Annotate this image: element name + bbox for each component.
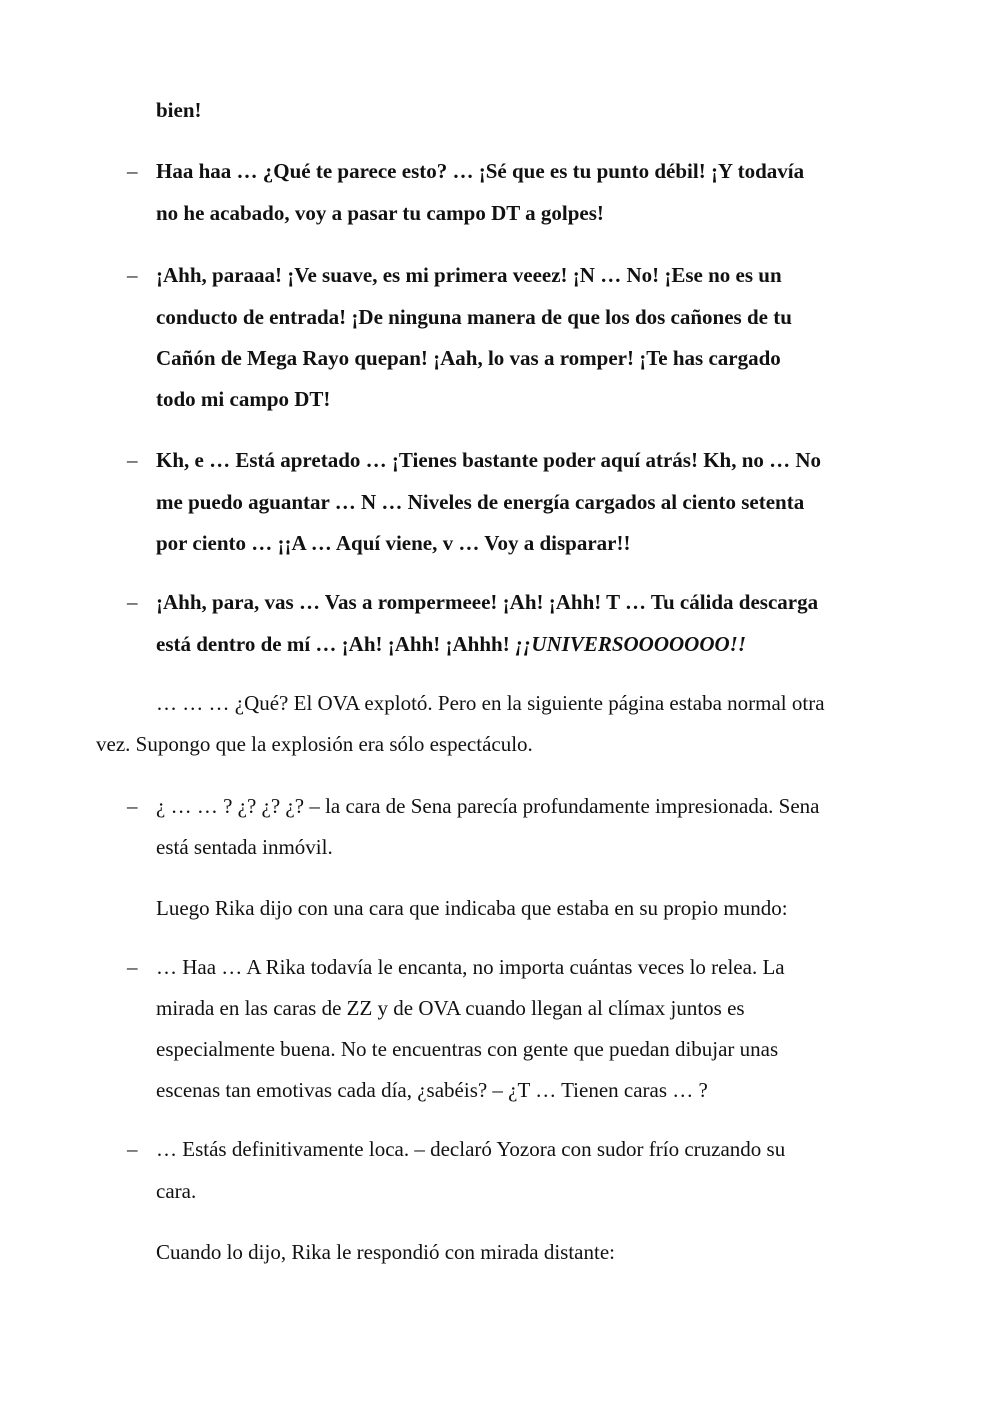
dialogue-dash: –: [127, 590, 138, 614]
dialogue-text: está dentro de mí … ¡Ah! ¡Ahh! ¡Ahhh!: [156, 632, 515, 656]
paragraph-line: vez. Supongo que la explosión era sólo espectáculo.: [96, 732, 533, 756]
paragraph-line: Luego Rika dijo con una cara que indicaba que estaba en su propio mundo:: [156, 896, 788, 920]
paragraph-line: Cuando lo dijo, Rika le respondió con mirada distante:: [156, 1240, 615, 1264]
dialogue-line: especialmente buena. No te encuentras con gente que puedan dibujar unas: [156, 1037, 779, 1061]
dialogue-line: Kh, e … Está apretado … ¡Tienes bastante poder aquí atrás! Kh, no … No: [156, 448, 822, 472]
dialogue-dash: –: [127, 794, 138, 818]
dialogue-line: escenas tan emotivas cada día, ¿sabéis? – ¿T … Tienen caras … ?: [156, 1078, 708, 1102]
dialogue-dash: –: [127, 159, 138, 183]
dialogue-emphasis: ¡¡UNIVERSOOOOOOO!!: [514, 632, 747, 656]
dialogue-line: está sentada inmóvil.: [156, 835, 333, 859]
dialogue-line: [156, 631, 746, 657]
dialogue-line: Haa haa … ¿Qué te parece esto? … ¡Sé que es tu punto débil! ¡Y todavía: [156, 159, 805, 183]
dialogue-dash: –: [127, 448, 138, 472]
dialogue-line: ¡Ahh, paraaa! ¡Ve suave, es mi primera veeez! ¡N … No! ¡Ese no es un: [156, 263, 782, 287]
dialogue-line: … Estás definitivamente loca. – declaró Yozora con sudor frío cruzando su: [156, 1137, 786, 1161]
dialogue-line: conducto de entrada! ¡De ninguna manera de que los dos cañones de tu: [156, 305, 792, 329]
paragraph-line: bien!: [156, 98, 202, 122]
dialogue-dash: –: [127, 263, 138, 287]
dialogue-line: … Haa … A Rika todavía le encanta, no importa cuántas veces lo relea. La: [156, 955, 785, 979]
dialogue-line: ¿ … … ? ¿? ¿? ¿? – la cara de Sena parecía profundamente impresionada. Sena: [156, 794, 820, 818]
dialogue-line: mirada en las caras de ZZ y de OVA cuando llegan al clímax juntos es: [156, 996, 745, 1020]
dialogue-dash: –: [127, 955, 138, 979]
dialogue-line: me puedo aguantar … N … Niveles de energía cargados al ciento setenta: [156, 490, 805, 514]
dialogue-line: por ciento … ¡¡A … Aquí viene, v … Voy a disparar!!: [156, 531, 631, 555]
dialogue-line: no he acabado, voy a pasar tu campo DT a golpes!: [156, 201, 604, 225]
dialogue-line: todo mi campo DT!: [156, 387, 331, 411]
dialogue-line: ¡Ahh, para, vas … Vas a rompermeee! ¡Ah! ¡Ahh! T … Tu cálida descarga: [156, 590, 819, 614]
dialogue-line: Cañón de Mega Rayo quepan! ¡Aah, lo vas a romper! ¡Te has cargado: [156, 346, 781, 370]
paragraph-line: … … … ¿Qué? El OVA explotó. Pero en la siguiente página estaba normal otra: [156, 691, 825, 715]
dialogue-dash: –: [127, 1137, 138, 1161]
dialogue-line: cara.: [156, 1179, 197, 1203]
